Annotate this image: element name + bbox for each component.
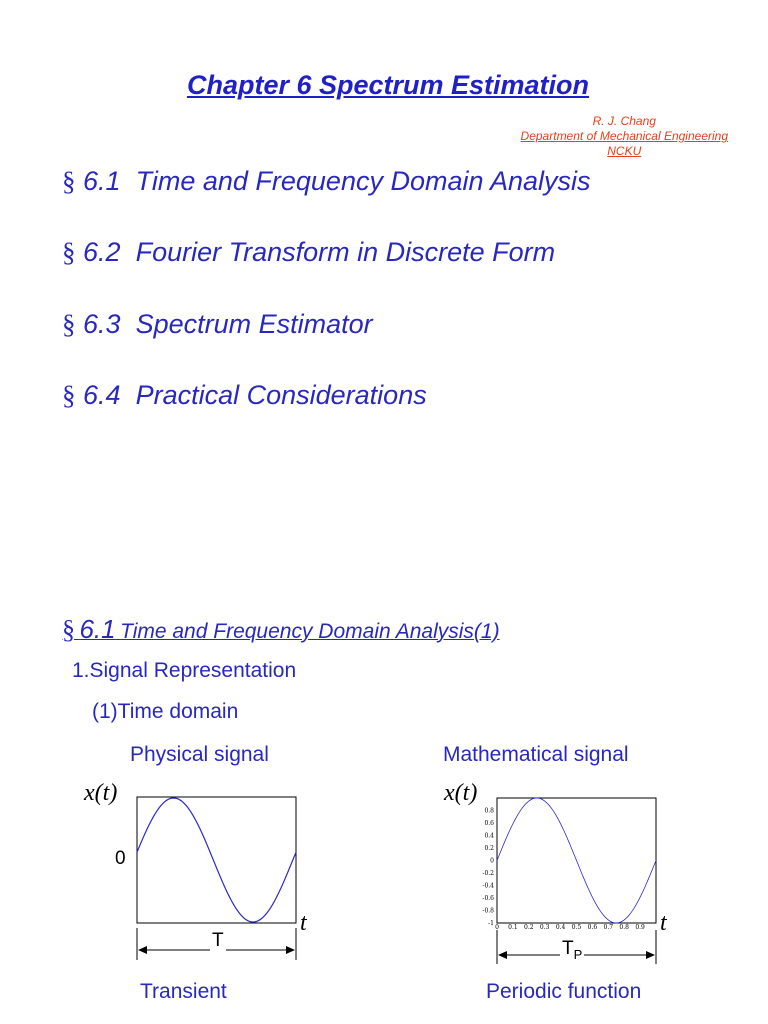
x-tick-label: 0.6 [587, 924, 598, 931]
section-6-3: § 6.3 Spectrum Estimator [62, 309, 373, 339]
y-tick-label: 0.8 [484, 807, 494, 815]
right-arrowhead-right [646, 951, 655, 959]
x-tick-label: 0.7 [603, 924, 614, 931]
y-tick-label: 0.6 [484, 820, 494, 827]
author-department: Department of Mechanical Engineering [520, 129, 728, 143]
x-tick-label: 0.8 [619, 924, 629, 931]
left-plot-heading: Physical signal [130, 743, 269, 766]
right-plot-heading: Mathematical signal [443, 743, 629, 766]
item-time-domain: (1)Time domain [92, 700, 239, 723]
section-6-4: § 6.4 Practical Considerations [62, 380, 427, 410]
y-tick-label: -0.4 [482, 882, 494, 890]
y-tick-label: 0.2 [484, 845, 494, 852]
author-school: NCKU [607, 144, 642, 158]
left-period-label: T [212, 930, 224, 951]
right-ylabel: x(t) [444, 780, 478, 806]
author-name: R. J. Chang [592, 114, 656, 128]
right-axis-ticks [482, 808, 645, 932]
y-tick-label: -1 [488, 920, 494, 927]
right-signal-curve [497, 798, 656, 923]
right-arrowhead-left [498, 951, 507, 959]
x-tick-label: 0.1 [508, 924, 518, 931]
left-caption: Transient [140, 980, 227, 1003]
section-6-1: § 6.1 Time and Frequency Domain Analysis [62, 166, 591, 196]
left-xlabel: t [300, 910, 307, 936]
x-tick-label: 0.9 [635, 924, 645, 931]
subsection-heading: § 6.1 Time and Frequency Domain Analysis(1) [62, 614, 500, 644]
right-period-label: $T_P$ [562, 938, 583, 962]
y-tick-label: 0.4 [484, 832, 494, 840]
x-tick-label: 0.3 [539, 924, 550, 931]
y-tick-label: -0.6 [482, 895, 494, 902]
left-ylabel: x(t) [84, 780, 118, 806]
x-tick-label: 0.2 [524, 924, 534, 931]
page-title: Chapter 6 Spectrum Estimation [186, 70, 590, 100]
x-tick-label: 0 [495, 924, 499, 931]
y-tick-label: 0 [490, 857, 494, 865]
right-xlabel: t [660, 910, 667, 936]
x-tick-label: 0.4 [555, 924, 566, 931]
x-tick-label: 0.5 [571, 924, 582, 931]
item-signal-representation: 1.Signal Representation [72, 659, 297, 682]
right-caption: Periodic function [486, 980, 642, 1003]
y-tick-label: -0.8 [482, 907, 494, 915]
left-zero-label: 0 [115, 848, 126, 869]
section-6-2: § 6.2 Fourier Transform in Discrete Form [62, 237, 556, 267]
y-tick-label: -0.2 [482, 870, 494, 877]
